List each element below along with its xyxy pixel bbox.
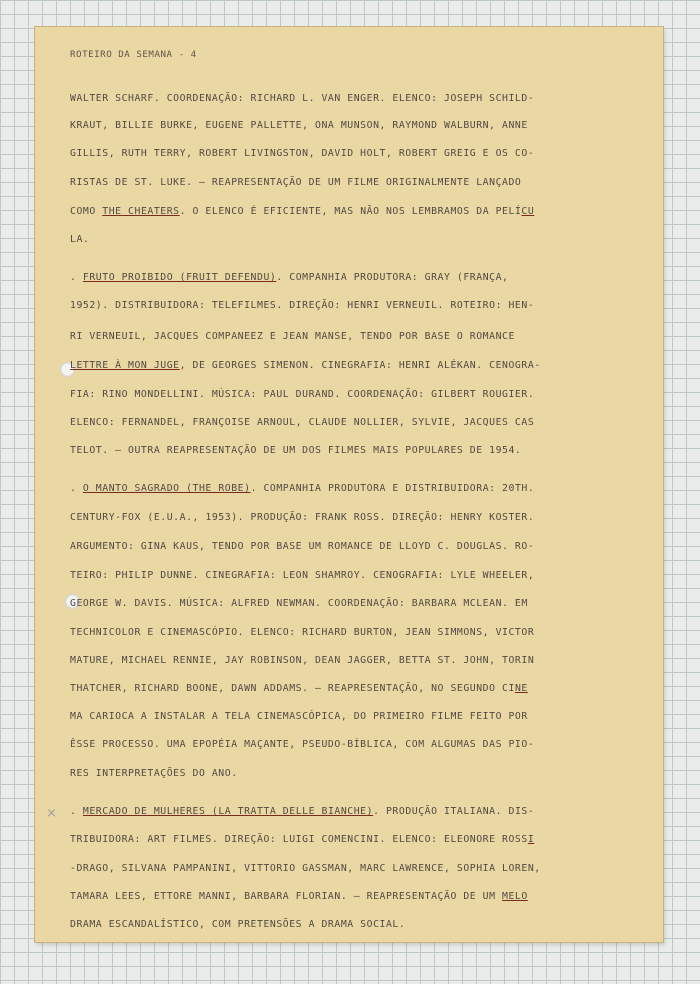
text-segment: . PRODUÇÃO ITALIANA. DIS-	[373, 806, 535, 817]
text-line	[70, 120, 528, 131]
text-line	[70, 834, 534, 845]
text-segment: WALTER SCHARF. COORDENAÇÃO: RICHARD L. VAN ENGER. ELENCO: JOSEPH SCHILD-	[70, 93, 535, 104]
text-segment: .	[70, 806, 83, 817]
text-line	[70, 234, 89, 245]
text-line	[70, 148, 534, 159]
text-line	[70, 300, 534, 311]
text-segment: RI VERNEUIL, JACQUES COMPANEEZ E JEAN MANSE, TENDO POR BASE O ROMANCE	[70, 331, 515, 342]
text-segment: RISTAS DE ST. LUKE. — REAPRESENTAÇÃO DE UM FILME ORIGINALMENTE LANÇADO	[70, 177, 522, 188]
text-segment: TELOT. — OUTRA REAPRESENTAÇÃO DE UM DOS FILMES MAIS POPULARES DE 1954.	[70, 445, 522, 456]
underlined-title: MERCADO DE MULHERES (LA TRATTA DELLE BIANCHE)	[82, 806, 374, 817]
text-line	[70, 739, 534, 750]
text-segment: GEORGE W. DAVIS. MÚSICA: ALFRED NEWMAN. COORDENAÇÃO: BARBARA MCLEAN. EM	[70, 598, 528, 609]
text-segment: KRAUT, BILLIE BURKE, EUGENE PALLETTE, ONA MUNSON, RAYMOND WALBURN, ANNE	[70, 120, 528, 131]
text-segment: .	[70, 483, 83, 494]
text-line	[70, 768, 238, 779]
text-line	[70, 445, 521, 456]
text-segment: . COMPANHIA PRODUTORA E DISTRIBUIDORA: 20TH.	[250, 483, 535, 494]
text-segment: FIA: RINO MONDELLINI. MÚSICA: PAUL DURAND. COORDENAÇÃO: GILBERT ROUGIER.	[70, 389, 535, 400]
underlined-title: MELO	[502, 891, 528, 902]
text-line	[70, 863, 541, 874]
text-line	[70, 683, 528, 694]
text-line	[70, 541, 534, 552]
text-segment: COMO	[70, 206, 103, 217]
text-segment: ARGUMENTO: GINA KAUS, TENDO POR BASE UM ROMANCE DE LLOYD C. DOUGLAS. RO-	[70, 541, 535, 552]
text-segment: . O ELENCO É EFICIENTE, MAS NÃO NOS LEMBRAMOS DA PELÍ	[179, 206, 522, 217]
text-segment: TECHNICOLOR E CINEMASCÓPIO. ELENCO: RICHARD BURTON, JEAN SIMMONS, VICTOR	[70, 627, 535, 638]
text-segment: RES INTERPRETAÇÕES DO ANO.	[70, 768, 238, 779]
text-line	[70, 93, 534, 104]
underlined-title: CU	[521, 206, 535, 217]
underlined-title: FRUTO PROIBIDO (FRUIT DEFENDU)	[82, 272, 277, 283]
text-segment: CENTURY-FOX (E.U.A., 1953). PRODUÇÃO: FRANK ROSS. DIREÇÃO: HENRY KOSTER.	[70, 512, 535, 523]
text-line	[70, 919, 405, 930]
text-segment: 1952). DISTRIBUIDORA: TELEFILMES. DIREÇÃO: HENRI VERNEUIL. ROTEIRO: HEN-	[70, 300, 535, 311]
underlined-title: NE	[514, 683, 528, 694]
text-line	[70, 206, 534, 217]
text-segment: -DRAGO, SILVANA PAMPANINI, VITTORIO GASSMAN, MARC LAWRENCE, SOPHIA LOREN,	[70, 863, 541, 874]
text-line	[70, 806, 534, 817]
text-segment: TRIBUIDORA: ART FILMES. DIREÇÃO: LUIGI COMENCINI. ELENCO: ELEONORE ROSS	[70, 834, 528, 845]
text-segment: MATURE, MICHAEL RENNIE, JAY ROBINSON, DEAN JAGGER, BETTA ST. JOHN, TORIN	[70, 655, 535, 666]
text-segment: .	[70, 272, 83, 283]
text-line	[70, 891, 528, 902]
text-line	[70, 389, 534, 400]
text-segment: GILLIS, RUTH TERRY, ROBERT LIVINGSTON, DAVID HOLT, ROBERT GREIG E OS CO-	[70, 148, 535, 159]
page-header: ROTEIRO DA SEMANA - 4	[70, 49, 197, 60]
text-line	[70, 331, 515, 342]
text-line	[70, 512, 534, 523]
text-segment: TEIRO: PHILIP DUNNE. CINEGRAFIA: LEON SHAMROY. CENOGRAFIA: LYLE WHEELER,	[70, 570, 535, 581]
text-line	[70, 570, 534, 581]
text-segment: , DE GEORGES SIMENON. CINEGRAFIA: HENRI ALÉKAN. CENOGRA-	[179, 360, 541, 371]
text-segment: ÊSSE PROCESSO. UMA EPOPÉIA MAÇANTE, PSEUDO-BÍBLICA, COM ALGUMAS DAS PIO-	[70, 739, 535, 750]
margin-mark: ×	[46, 806, 57, 821]
text-segment: TAMARA LEES, ETTORE MANNI, BARBARA FLORIAN. — REAPRESENTAÇÃO DE UM	[70, 891, 503, 902]
text-segment: THATCHER, RICHARD BOONE, DAWN ADDAMS. — REAPRESENTAÇÃO, NO SEGUNDO CI	[70, 683, 515, 694]
text-line	[70, 655, 534, 666]
text-line	[70, 627, 534, 638]
underlined-title: I	[527, 834, 535, 845]
text-segment: LA.	[70, 234, 90, 245]
text-line	[70, 177, 521, 188]
text-line	[70, 483, 534, 494]
text-segment: MA CARIOCA A INSTALAR A TELA CINEMASCÓPICA, DO PRIMEIRO FILME FEITO POR	[70, 711, 528, 722]
underlined-title: O MANTO SAGRADO (THE ROBE)	[82, 483, 251, 494]
text-line	[70, 598, 528, 609]
text-segment: DRAMA ESCANDALÍSTICO, COM PRETENSÕES A DRAMA SOCIAL.	[70, 919, 406, 930]
text-segment: . COMPANHIA PRODUTORA: GRAY (FRANÇA,	[276, 272, 509, 283]
text-line	[70, 417, 534, 428]
text-line	[70, 711, 528, 722]
underlined-title: LETTRE À MON JUGE	[70, 360, 180, 371]
text-line	[70, 360, 541, 371]
text-line	[70, 272, 509, 283]
text-segment: ELENCO: FERNANDEL, FRANÇOISE ARNOUL, CLAUDE NOLLIER, SYLVIE, JACQUES CAS	[70, 417, 535, 428]
underlined-title: THE CHEATERS	[102, 206, 180, 217]
